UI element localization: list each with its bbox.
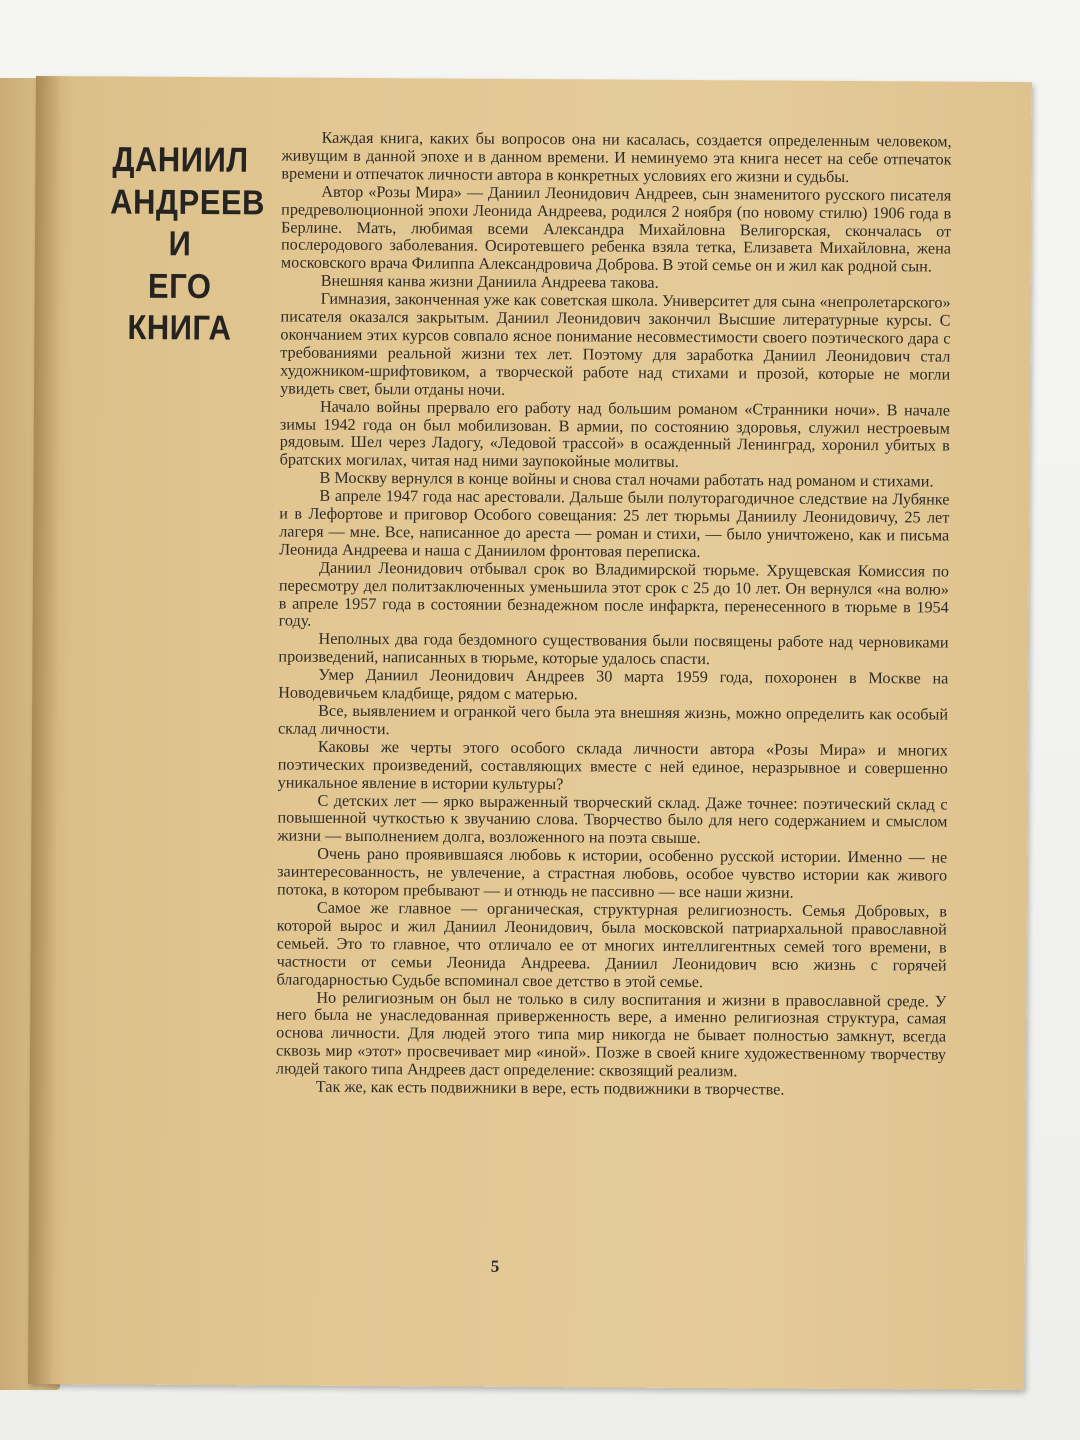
paragraph: Умер Даниил Леонидович Андреев 30 марта 1959 года, похоронен в Москве на Новодевичьем кладбище, рядом с матерью. bbox=[278, 665, 949, 704]
paragraph: Так же, как есть подвижники в вере, есть подвижники в творчестве. bbox=[315, 1077, 785, 1099]
book-page bbox=[28, 76, 1032, 1390]
paragraph: В Москву вернулся в конце войны и снова стал ночами работать над романом и стихами. bbox=[319, 468, 934, 491]
paragraph: Внешняя канва жизни Даниила Андреева такова. bbox=[320, 271, 659, 293]
paragraph: Начало войны прервало его работу над большим романом «Странники ночи». В начале зимы 1942 года он был мобилизован. В армии, по состоянию здоровья, служил нестроевым рядовым. Шел через Ладогу, «Ледовой трассой» в осажденный Ленинград, хоронил убитых в братских могилах, читая над ними заупокойные молитвы. bbox=[279, 397, 951, 472]
heading-line: ЕГО bbox=[147, 265, 212, 306]
paragraph: Но религиозным он был не только в силу воспитания и жизни в православной среде. У него была не унаследованная приверженность вере, а именно религиозная структура, самая основа личности. Для людей этого типа мир никогда не бывает полностью замкнут, всегда сквозь мир «этот» просвечивает мир «иной». Позже в своей книге художественному творчеству людей такого типа Андреев даст определение: сквозящий реализм. bbox=[275, 988, 947, 1081]
paragraph: Автор «Розы Мира» — Даниил Леонидович Андреев, сын знаменитого русского писателя предреволюционной эпохи Леонида Андреева, родился 2 ноября (по новому стилю) 1906 года в Берлине. Мать, любимая всеми Александра Михайловна Велигорская, скончалась от послеродового заболевания. Осиротевшего ребенка взяла тетка, Елизавета Михайловна, жена московского врача Филиппа Александровича Доброва. В этой семье он и жил как родной сын. bbox=[280, 182, 952, 276]
paragraph: Каждая книга, каких бы вопросов она ни касалась, создается определенным человеком, живущим в данной эпохе и в данном времени. И неминуемо эта книга несет на себе отпечаток времени и отпечаток личности автора в конкретных условиях его жизни и судьбы. bbox=[281, 128, 952, 186]
paragraph: Все, выявлением и огранкой чего была эта внешняя жизнь, можно определить как особый склад личности. bbox=[277, 701, 949, 739]
paragraph: Каковы же черты этого особого склада личности автора «Розы Мира» и многих поэтических произведений, составляющих вместе с ней единое, неразрывное и совершенно уникальное явление в истории культуры? bbox=[277, 737, 948, 793]
body-text bbox=[276, 130, 952, 1101]
paragraph: В апреле 1947 года нас арестовали. Дальше были полуторагодичное следствие на Лубянке и в Лефортове и приговор Особого совещания: 25 лет тюрьмы Даниилу Леонидовичу, 25 лет лагеря — мне. Все, написанное до ареста — роман и стихи, — было уничтожено, как и письма Леонида Андреева и наша с Даниилом фронтовая переписка. bbox=[279, 486, 950, 561]
heading-line: КНИГА bbox=[127, 307, 232, 348]
page-number: 5 bbox=[490, 1256, 500, 1276]
paragraph: Очень рано проявившаяся любовь к истории, особенно русской истории. Именно — не заинтересованность, не увлечение, а страстная любовь, особое чувство истории как живого потока, в котором пребывают — и отнюдь не пассивно — все наши жизни. bbox=[276, 844, 948, 902]
paragraph: С детских лет — ярко выраженный творческий склад. Даже точнее: поэтический склад с повышенной чуткостью к звучанию слова. Творчество было для него содержанием и смыслом жизни — выполнением долга, возложенного на поэта свыше. bbox=[277, 791, 948, 848]
paragraph: Самое же главное — органическая, структурная религиозность. Семья Добровых, в которой вырос и жил Даниил Леонидович, была московской патриархальной православной семьей. Это то главное, что отличало ее от многих интеллигентных семей того времени, в частности от семьи Леонида Андреева. Даниил Леонидович всю жизнь с горячей благодарностью Судьбе вспоминал свое детство в этой семье. bbox=[276, 898, 947, 991]
chapter-heading bbox=[109, 138, 266, 349]
heading-line: ДАНИИЛ bbox=[112, 139, 249, 180]
heading-line: АНДРЕЕВ bbox=[110, 181, 266, 222]
paragraph: Даниил Леонидович отбывал срок во Владимирской тюрьме. Хрущевская Комиссия по пересмотру дел политзаключенных уменьшила этот срок с 25 до 10 лет. Он вернулся «на волю» в апреле 1957 года в состоянии безнадежном после инфаркта, перенесенного в тюрьме в 1954 году. bbox=[278, 558, 950, 631]
heading-line: И bbox=[168, 223, 192, 264]
paragraph: Гимназия, законченная уже как советская школа. Университет для сына «непролетарского» писателя оказался закрытым. Даниил Леонидович закончил Высшие литературные курсы. С окончанием этих курсов совпало ясное понимание несовместимости своего поэтического дара с требованиями реальной жизни тех лет. Поэтому для заработка Даниил Леонидович стал художником-шрифтовиком, а творческой работе над стихами и прозой, которые не могли увидеть свет, были отданы ночи. bbox=[280, 289, 951, 399]
paragraph: Неполных два года бездомного существования были посвящены работе над черновиками произведений, написанных в тюрьме, которые удалось спасти. bbox=[278, 630, 949, 669]
